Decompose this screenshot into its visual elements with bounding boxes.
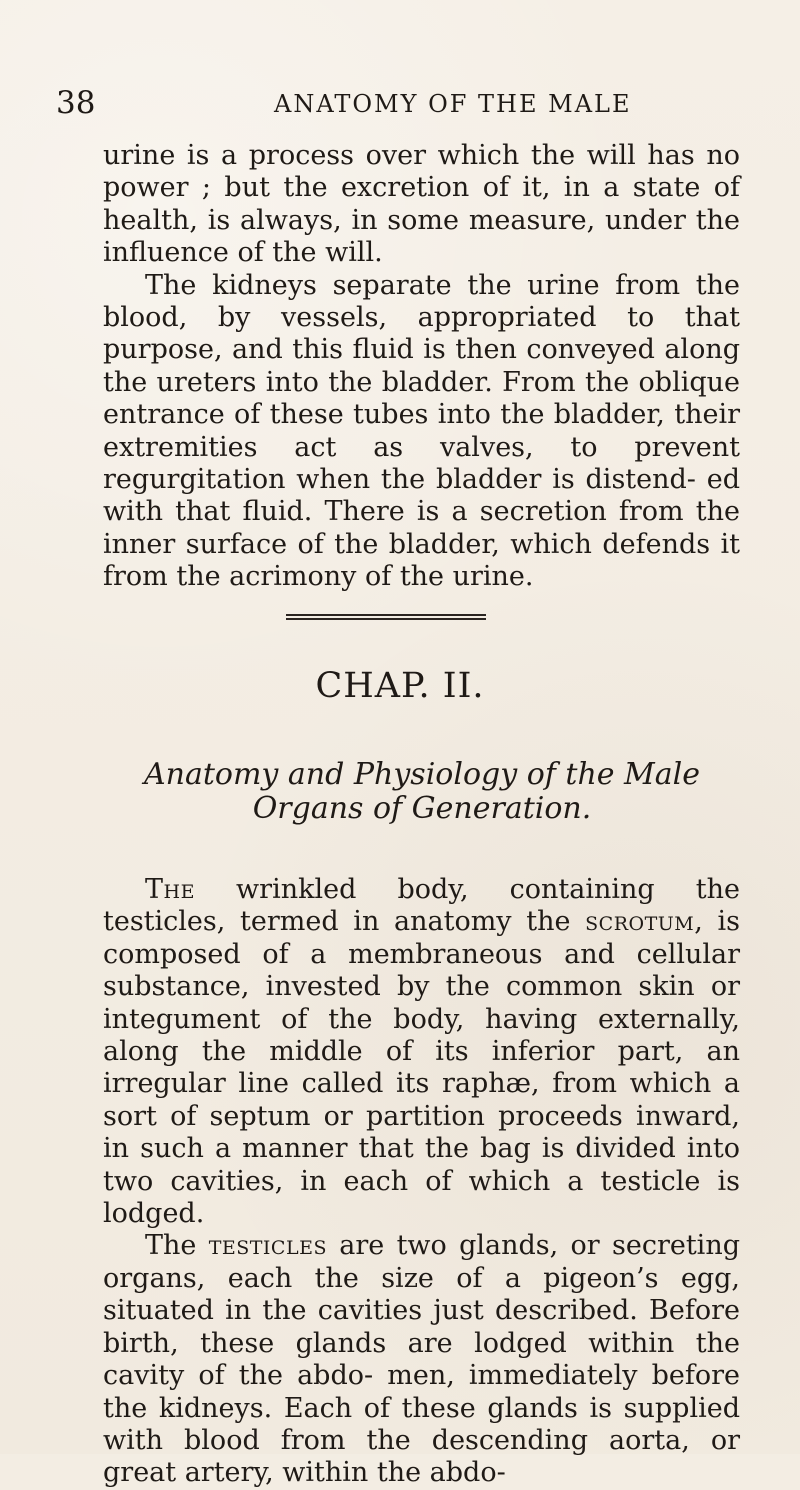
paragraph-4 [103,1230,740,1489]
scrotum-term: scrotum [585,906,695,938]
running-head: ANATOMY OF THE MALE [274,90,632,118]
paragraph-1: urine is a process over which the will has no power ; but the excretion of it, in a state of health, is always, in some measure, under the influence of the will. [103,140,740,269]
paragraph-3-rest: , is composed of a membraneous and cellular substance, invested by the common skin or integument of the body, having externally, along the middle of its inferior part, an irregular line called its raphæ, from which a sort of septum or partition proceeds inward, in such a manner that the bag is divided into two cavities, in each of which a testicle is lodged. [103,906,740,1230]
page-number: 38 [56,85,96,121]
paragraph-2: The kidneys separate the urine from the blood, by vessels, appropriated to that purpose, and this fluid is then conveyed along the ureters into the bladder. From the oblique entrance of these tubes into the bladder, their extremities act as valves, to prevent regurgitation when the bladder is distend- ed with that fluid. There is a secretion from the inner surface of the bladder, which defends it from the acrimony of the urine. [103,269,740,593]
paragraph-3-prefix: The [145,874,195,905]
paragraph-3-lead: wrinkled body, containing the testicles, termed in anatomy the [103,874,740,938]
paragraph-4-rest: are two glands, or secreting organs, each the size of a pigeon’s egg, situated in the cavities just described. Before birth, these glands are lodged within the cavity of the abdo- men, immediately before the kidneys. Each of these glands is supplied with blood from the descending aorta, or great artery, within the abdo- [103,1230,740,1489]
page-header [56,85,744,121]
main-text-block [103,874,740,1490]
testicles-term: testicles [208,1230,327,1262]
paragraph-3 [103,874,740,1230]
chapter-title: CHAP. II. [315,666,485,706]
chapter-subtitle: Anatomy and Physiology of the Male Organs of Generation. [143,757,701,826]
opening-text-block [103,140,740,594]
section-divider [286,614,486,620]
paragraph-4-prefix: The [145,1230,209,1262]
